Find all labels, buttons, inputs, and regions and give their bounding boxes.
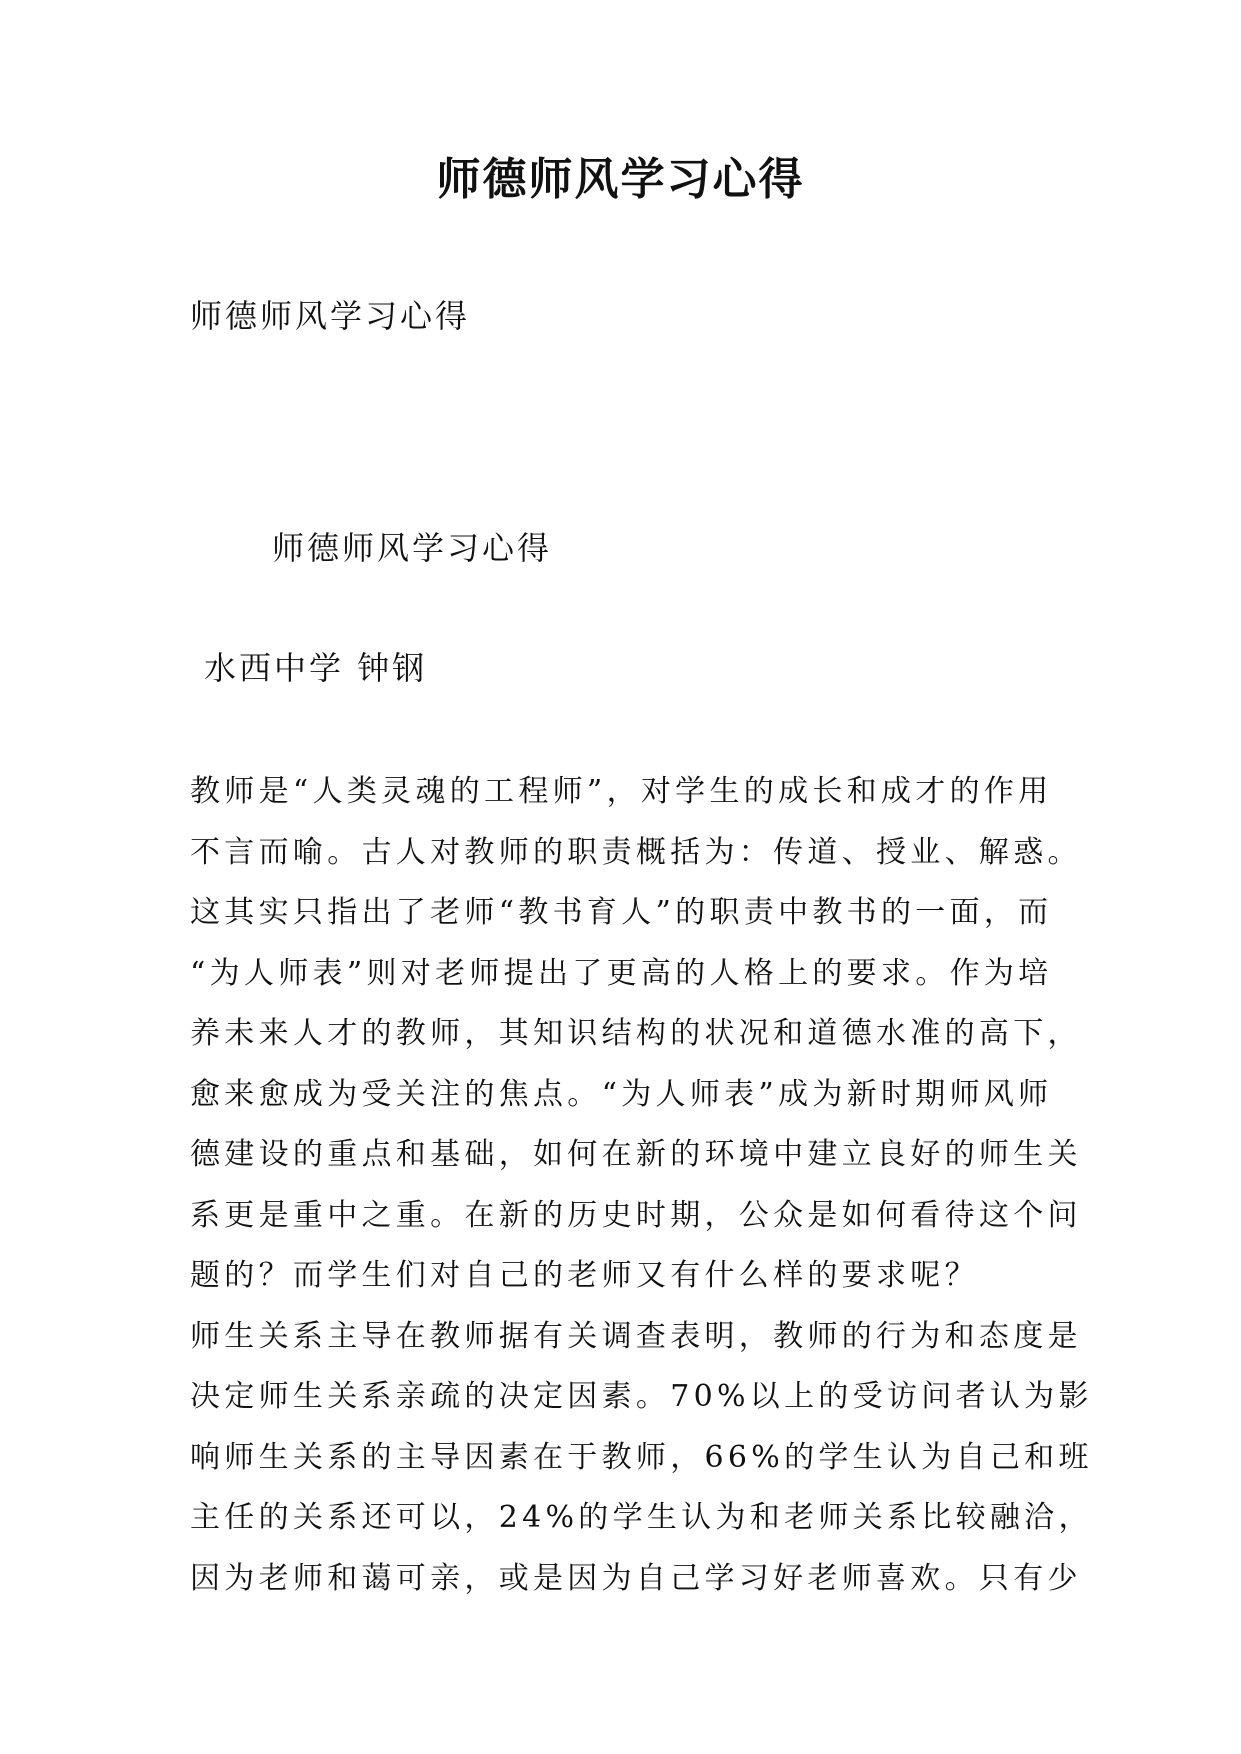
body-line: 因为老师和蔼可亲，或是因为自己学习好老师喜欢。只有少 [190, 1560, 1082, 1596]
article-body [190, 762, 1190, 1609]
body-line: 系更是重中之重。在新的历史时期，公众是如何看待这个问 [190, 1197, 1082, 1233]
author-line: 水西中学 钟钢 [204, 649, 428, 687]
body-line: 响师生关系的主导因素在于教师，66%的学生认为自己和班 [190, 1439, 1093, 1475]
body-line: 决定师生关系亲疏的决定因素。70%以上的受访问者认为影 [190, 1379, 1093, 1414]
body-line: 题的？而学生们对自己的老师又有什么样的要求呢？ [190, 1258, 979, 1293]
body-line: “为人师表”则对老师提出了更高的人格上的要求。作为培 [190, 955, 1053, 991]
body-line: 主任的关系还可以，24%的学生认为和老师关系比较融洽， [190, 1500, 1093, 1535]
body-line: 师生关系主导在教师据有关调查表明，教师的行为和态度是 [190, 1318, 1082, 1354]
body-line: 不言而喻。古人对教师的职责概括为：传道、授业、解惑。 [190, 834, 1082, 870]
document-title: 师德师风学习心得 [436, 154, 805, 205]
body-line: 德建设的重点和基础，如何在新的环境中建立良好的师生关 [190, 1137, 1082, 1172]
article-title: 师德师风学习心得 [272, 529, 553, 567]
body-line: 养未来人才的教师，其知识结构的状况和道德水准的高下， [190, 1016, 1082, 1051]
body-line: 教师是“人类灵魂的工程师”，对学生的成长和成才的作用 [190, 774, 1053, 809]
body-line: 愈来愈成为受关注的焦点。“为人师表”成为新时期师风师 [190, 1076, 1053, 1112]
document-subtitle: 师德师风学习心得 [190, 297, 471, 335]
body-line: 这其实只指出了老师“教书育人”的职责中教书的一面，而 [190, 895, 1053, 930]
